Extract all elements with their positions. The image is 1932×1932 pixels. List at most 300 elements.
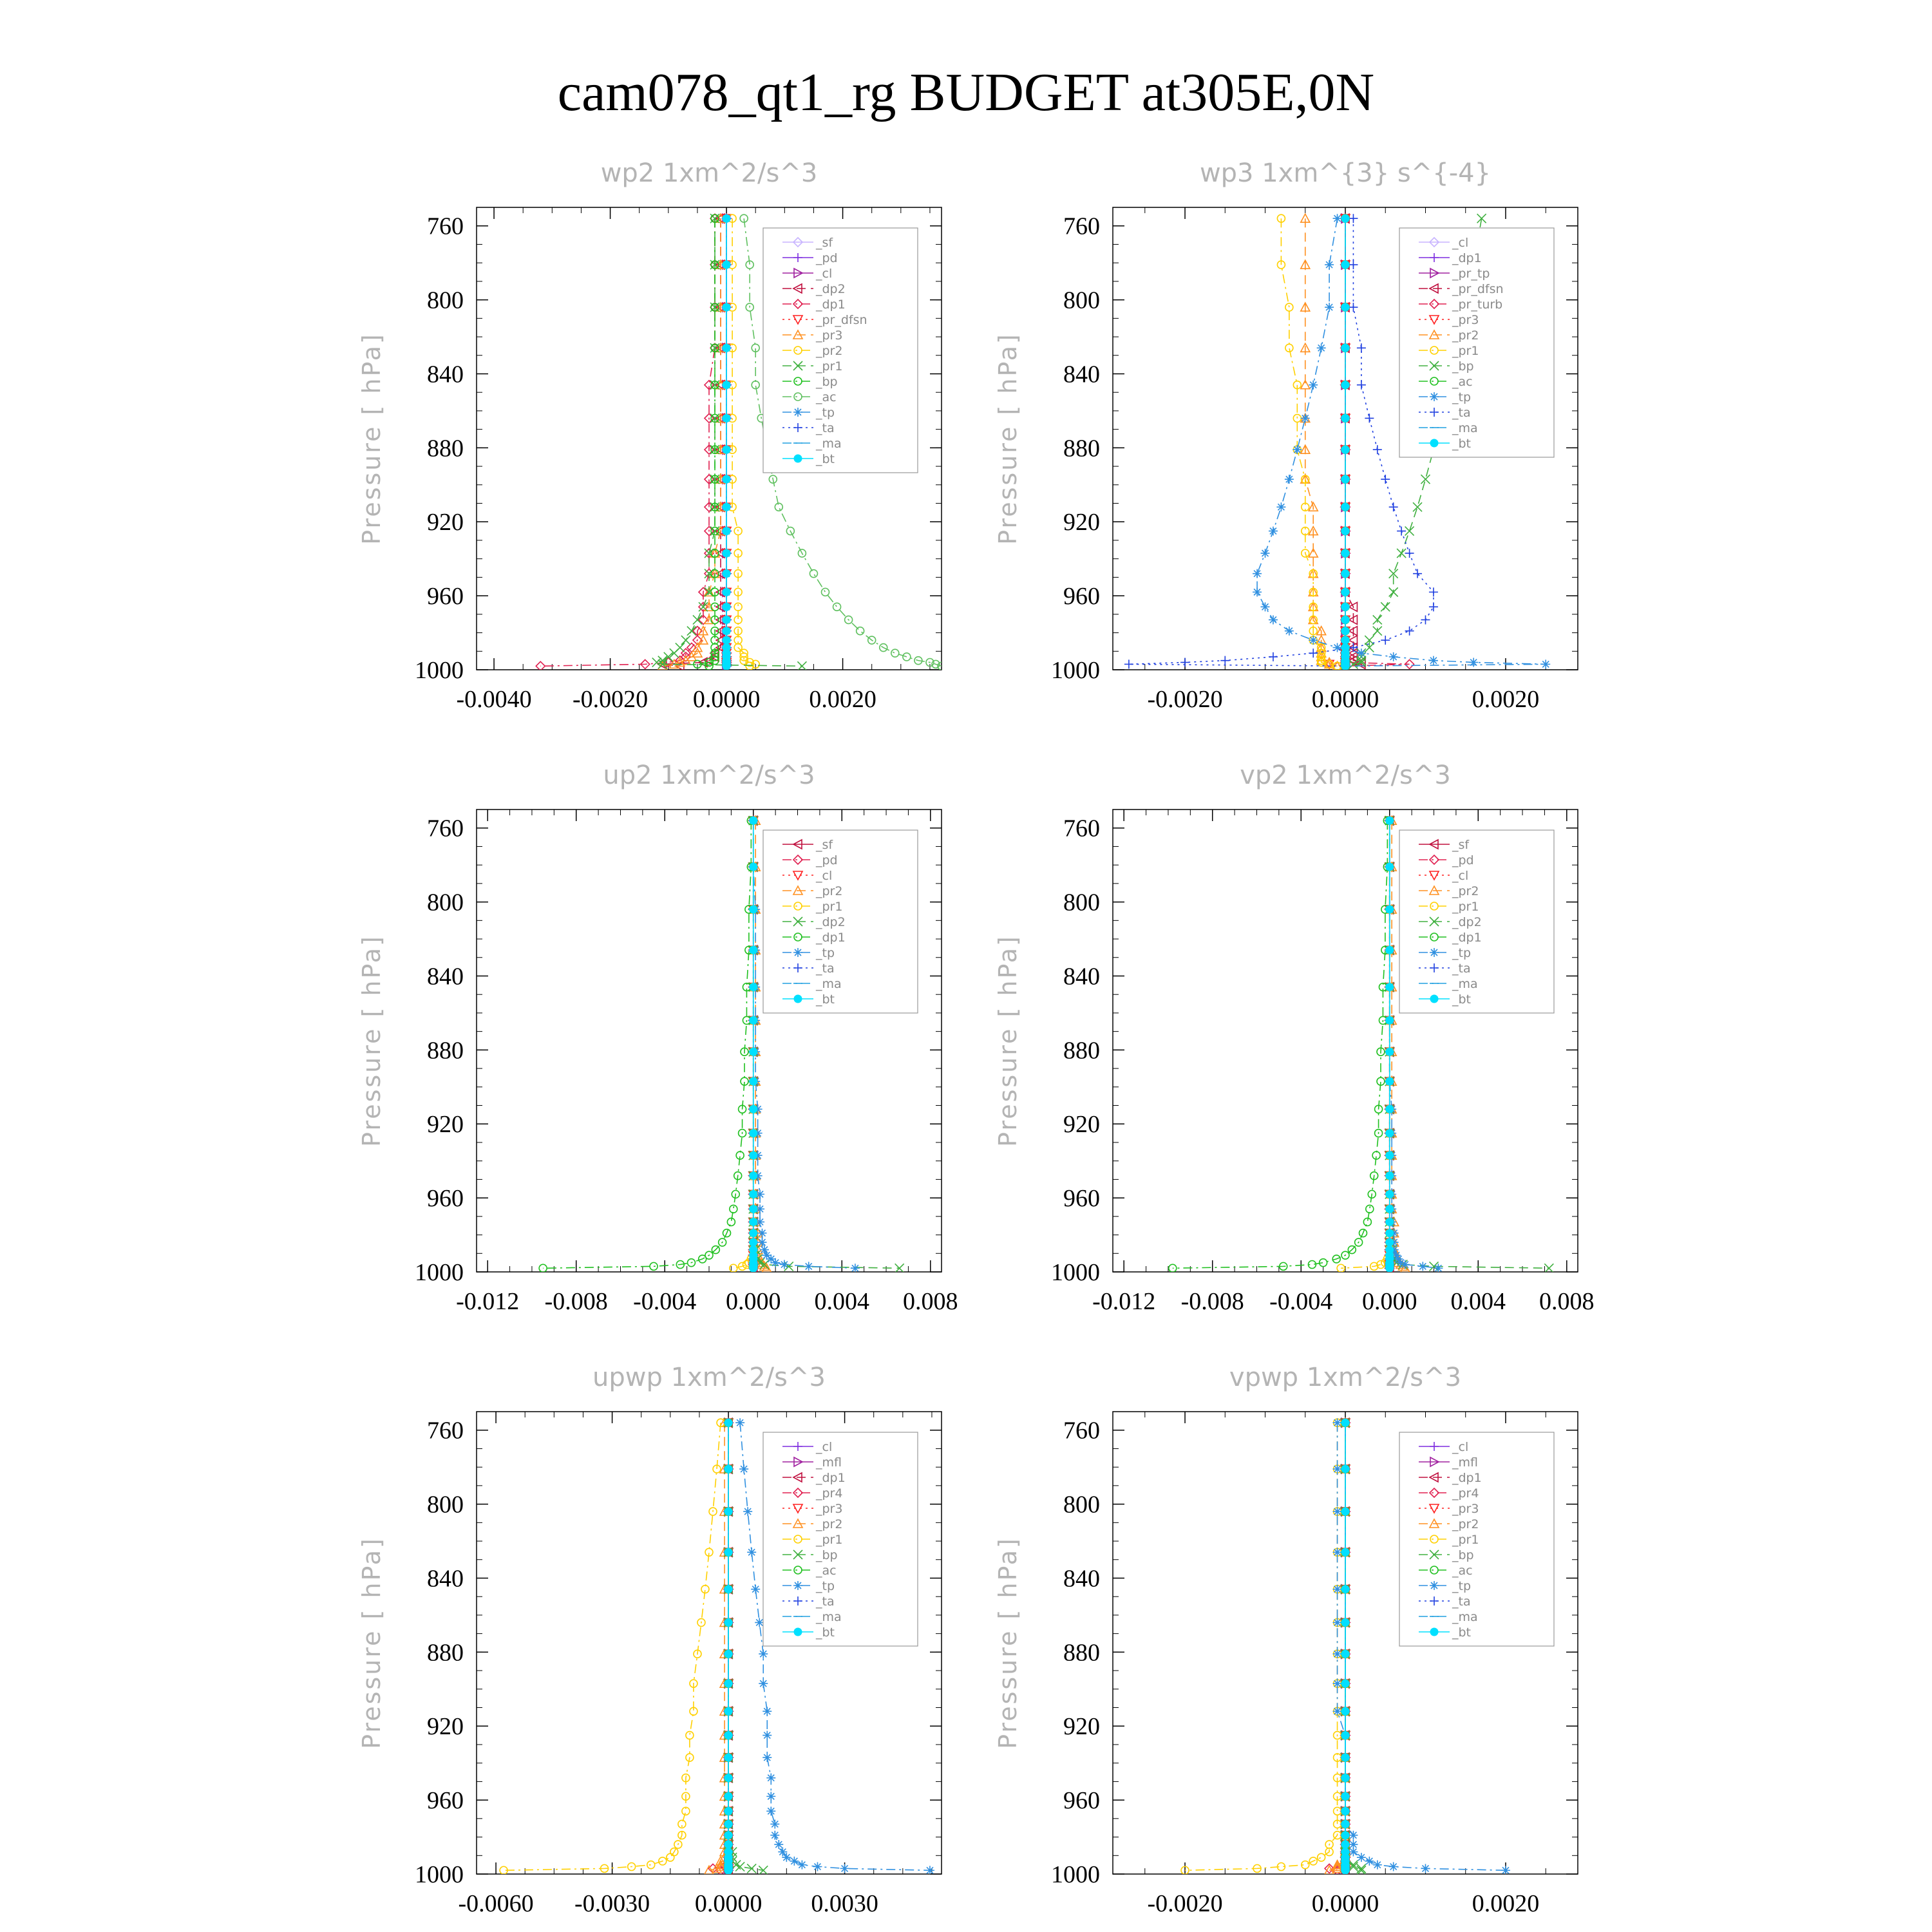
series-point-bt <box>1341 414 1349 422</box>
legend-marker <box>1430 948 1439 957</box>
series-point-bt <box>723 616 730 623</box>
y-tick-label: 800 <box>427 889 464 916</box>
legend-label: _pr1 <box>816 900 843 914</box>
series-line-pr2 <box>1305 218 1338 666</box>
x-tick-label: 0.0020 <box>1472 1890 1540 1917</box>
series-point-bt <box>1341 527 1349 535</box>
series-point-tp <box>1261 549 1270 558</box>
series-point-tp <box>1541 659 1550 668</box>
series-point-tp <box>1301 413 1310 422</box>
panel-2 <box>994 158 1578 713</box>
series-point-bt <box>1341 1754 1349 1761</box>
series-point-tp <box>1333 1649 1342 1658</box>
series-point-ta <box>1349 303 1358 312</box>
series-line-pr3 <box>663 218 721 666</box>
legend-label: _dp2 <box>816 915 846 929</box>
series-point-pr1 <box>670 649 679 658</box>
series-point-bp <box>711 603 719 611</box>
legend-label: _tp <box>816 1579 835 1593</box>
series-point-bt <box>1341 636 1349 644</box>
series-point-bt <box>723 527 730 535</box>
legend-label: _pr3 <box>1452 1502 1479 1516</box>
legend-label: _pd <box>816 853 838 867</box>
legend-label: _pr_dfsn <box>816 313 867 327</box>
series-point-bt <box>1341 1650 1349 1658</box>
series-point-tp <box>766 1774 775 1783</box>
series-point-ta <box>1381 636 1390 645</box>
series-point-tp <box>1373 1861 1382 1870</box>
series-point-tp <box>1333 1707 1342 1716</box>
series-line-bp <box>1345 1423 1361 1870</box>
legend-label: _ma <box>816 437 842 451</box>
series-point-bt <box>750 1264 757 1272</box>
x-tick-label: 0.000 <box>1362 1288 1417 1315</box>
legend-label: _pr_tp <box>1452 267 1490 281</box>
legend-label: _tp <box>1452 1579 1472 1593</box>
series-point-bt <box>724 1586 732 1593</box>
panel-3 <box>357 761 958 1315</box>
panel-4 <box>994 761 1595 1315</box>
series-point-bt <box>1386 817 1394 824</box>
series-line-pr1 <box>734 820 753 1268</box>
series-point-bt <box>1341 588 1349 596</box>
series-point-tp <box>1333 1464 1342 1473</box>
y-tick-label: 920 <box>1063 509 1100 536</box>
x-tick-label: -0.0020 <box>1147 686 1223 713</box>
series-point-tp <box>747 1548 756 1557</box>
series-point-bt <box>1341 1820 1349 1828</box>
legend-label: _sf <box>1452 838 1470 852</box>
series-point-bt <box>1341 662 1349 670</box>
series-line-bp <box>697 218 715 666</box>
series-point-ta <box>1405 549 1414 558</box>
series-point-bt <box>1341 1732 1349 1739</box>
series-point-tp <box>1349 1831 1358 1840</box>
legend-label: _bp <box>816 1548 838 1562</box>
series-point-ta <box>1421 615 1430 624</box>
series-point-tp <box>778 1848 787 1857</box>
x-tick-label: 0.004 <box>1450 1288 1506 1315</box>
series-point-bt <box>750 905 757 913</box>
y-tick-label: 960 <box>427 583 464 611</box>
legend-marker <box>794 455 802 462</box>
y-tick-label: 760 <box>1063 815 1100 842</box>
y-tick-label: 800 <box>427 287 464 314</box>
series-point-tp <box>1401 1260 1410 1269</box>
series-point-tp <box>1469 658 1478 667</box>
y-tick-label: 840 <box>427 963 464 990</box>
series-point-bt <box>1341 1792 1349 1800</box>
y-tick-label: 880 <box>427 435 464 462</box>
legend-label: _tp <box>1452 946 1472 960</box>
figure-title: cam078_qt1_rg BUDGET at305E,0N <box>557 62 1375 122</box>
legend-label: _dp2 <box>1452 915 1482 929</box>
series-point-ta <box>1220 656 1229 665</box>
series-point-bt <box>1386 946 1394 954</box>
series-line-pr1 <box>1341 820 1390 1268</box>
series-point-bt <box>723 414 730 422</box>
x-tick-label: 0.0000 <box>1311 1890 1379 1917</box>
legend-label: _ac <box>816 1564 837 1578</box>
legend-marker <box>793 408 802 417</box>
legend-label: _pr1 <box>816 1533 843 1547</box>
y-tick-label: 800 <box>1063 1491 1100 1519</box>
series-point-bt <box>723 261 730 269</box>
legend-label: _cl <box>816 1440 833 1454</box>
series-point-tp <box>813 1862 822 1871</box>
series-point-bp <box>1373 615 1382 624</box>
series-point-bt <box>1386 1016 1394 1024</box>
series-line-dp1 <box>543 820 751 1268</box>
legend-label: _dp1 <box>816 298 846 312</box>
series-point-tp <box>766 1255 775 1264</box>
y-tick-label: 840 <box>427 361 464 388</box>
series-point-bt <box>1341 261 1349 269</box>
series-point-bt <box>723 475 730 483</box>
x-tick-label: 0.0030 <box>811 1890 878 1917</box>
legend-label: _tp <box>816 946 835 960</box>
series-point-tp <box>739 1464 748 1473</box>
series-point-bt <box>1386 905 1394 913</box>
series-point-pr1 <box>681 636 690 645</box>
x-tick-label: -0.012 <box>456 1288 520 1315</box>
x-tick-label: -0.004 <box>1269 1288 1333 1315</box>
series-point-bt <box>723 588 730 596</box>
series-point-bt <box>1341 475 1349 483</box>
y-tick-label: 1000 <box>415 657 464 684</box>
series-point-ta <box>1365 413 1374 422</box>
series-point-bt <box>1341 1707 1349 1715</box>
panel-5 <box>357 1363 942 1917</box>
legend-label: _pr1 <box>816 359 843 374</box>
legend-label: _ac <box>1452 375 1473 389</box>
series-point-bt <box>1341 616 1349 623</box>
y-tick-label: 1000 <box>1051 1259 1100 1286</box>
series-point-tp <box>1293 445 1302 454</box>
legend-label: _dp1 <box>1452 1471 1482 1485</box>
series-point-bt <box>1341 344 1349 352</box>
series-point-bt <box>1386 1218 1394 1226</box>
series-point-bp <box>1421 475 1430 484</box>
series-line-pr1 <box>1185 1423 1338 1870</box>
series-point-tp <box>762 1753 772 1762</box>
series-point-bp <box>1381 602 1390 611</box>
series-point-bt <box>1341 603 1349 611</box>
series-point-dp2 <box>895 1264 904 1273</box>
legend-label: _pd <box>816 251 838 265</box>
y-tick-label: 880 <box>1063 1037 1100 1065</box>
legend-marker <box>1430 1628 1438 1636</box>
legend-label: _pr1 <box>1452 1533 1479 1547</box>
y-tick-label: 1000 <box>1051 1861 1100 1888</box>
series-point-tp <box>1365 1857 1374 1866</box>
legend-label: _ta <box>816 1595 835 1609</box>
legend-label: _ma <box>816 1610 842 1624</box>
legend-label: _pr2 <box>816 884 843 898</box>
legend-label: _pr1 <box>1452 344 1479 358</box>
series-point-bt <box>1341 1774 1349 1782</box>
series-point-bt <box>723 503 730 511</box>
series-point-bt <box>724 1465 732 1473</box>
legend-label: _bt <box>816 452 835 466</box>
series-point-tp <box>782 1853 791 1862</box>
series-point-bt <box>723 636 730 644</box>
legend-marker <box>1430 439 1438 447</box>
series-point-tp <box>759 1649 768 1658</box>
legend-label: _ma <box>1452 977 1478 991</box>
series-point-bt <box>724 1732 732 1739</box>
series-point-bt <box>1341 446 1349 453</box>
legend-label: _pr4 <box>1452 1486 1479 1501</box>
legend-label: _bt <box>1452 1625 1472 1640</box>
series-point-bt <box>1341 1841 1349 1848</box>
panel-title: wp2 1xm^2/s^3 <box>600 158 818 188</box>
y-axis-label: Pressure [ hPa] <box>357 332 386 545</box>
series-point-bt <box>750 1172 757 1180</box>
series-point-bt <box>1341 1465 1349 1473</box>
legend-label: _pr3 <box>816 1502 843 1516</box>
series-point-pr1 <box>647 1861 655 1869</box>
y-tick-label: 760 <box>1063 213 1100 240</box>
series-point-pr1 <box>664 652 673 661</box>
legend-marker <box>1430 995 1438 1003</box>
legend-label: _pr2 <box>816 344 843 358</box>
series-point-bt <box>723 344 730 352</box>
series-line-pr2 <box>709 1423 724 1870</box>
series-point-tp <box>1333 1585 1342 1594</box>
y-tick-label: 840 <box>1063 963 1100 990</box>
series-point-tp <box>1333 1548 1342 1557</box>
series-point-bt <box>724 1841 732 1848</box>
legend-label: _pr3 <box>816 328 843 343</box>
panel-1 <box>357 158 945 713</box>
series-point-bt <box>750 1238 757 1246</box>
series-point-tp <box>735 1418 744 1427</box>
series-point-tp <box>766 1792 775 1801</box>
series-point-bt <box>750 1218 757 1226</box>
legend-label: _bt <box>1452 992 1472 1007</box>
y-axis-label: Pressure [ hPa] <box>994 1537 1022 1749</box>
series-point-bt <box>750 1016 757 1024</box>
series-point-tp <box>1253 569 1262 578</box>
series-point-bt <box>724 1707 732 1715</box>
series-point-bt <box>1386 1264 1394 1272</box>
y-tick-label: 960 <box>1063 1185 1100 1213</box>
series-point-bt <box>1386 1130 1394 1137</box>
series-point-ta <box>1349 260 1358 269</box>
series-point-tp <box>1333 1418 1342 1427</box>
legend-label: _bt <box>816 992 835 1007</box>
series-point-ac <box>775 503 782 511</box>
series-point-tp <box>1317 343 1326 352</box>
panel-title: wp3 1xm^{3} s^{-4} <box>1199 158 1492 188</box>
series-point-bt <box>750 983 757 991</box>
series-line-pr1 <box>1281 218 1337 666</box>
series-line-dp2 <box>663 218 721 666</box>
series-point-bp <box>1357 1866 1366 1875</box>
series-point-bt <box>750 1190 757 1198</box>
legend-label: _pr1 <box>1452 900 1479 914</box>
y-tick-label: 960 <box>1063 583 1100 611</box>
x-tick-label: -0.0020 <box>572 686 649 713</box>
series-point-pr1 <box>1285 344 1293 352</box>
series-point-tp <box>1357 649 1366 658</box>
legend-label: _dp1 <box>1452 251 1482 265</box>
series-point-pr2 <box>734 603 742 611</box>
legend-label: _bt <box>816 1625 835 1640</box>
series-line-dp1 <box>540 218 715 666</box>
series-point-tp <box>851 1264 860 1273</box>
panel-title: vp2 1xm^2/s^3 <box>1240 761 1451 790</box>
y-tick-label: 840 <box>427 1565 464 1593</box>
series-point-bt <box>1341 627 1349 635</box>
series-point-tp <box>1261 602 1270 611</box>
panel-title: up2 1xm^2/s^3 <box>603 761 815 790</box>
series-point-pr1 <box>667 1853 674 1861</box>
series-point-bt <box>750 817 757 824</box>
series-point-tp <box>1357 1853 1366 1862</box>
legend-label: _cl <box>1452 1440 1469 1454</box>
legend-label: _bp <box>1452 359 1474 374</box>
series-point-tp <box>766 1806 775 1815</box>
series-point-bt <box>723 603 730 611</box>
series-point-bt <box>1341 1618 1349 1626</box>
x-tick-label: 0.008 <box>1539 1288 1595 1315</box>
series-point-bt <box>724 1807 732 1815</box>
series-line-pr1 <box>504 1423 721 1870</box>
series-point-tp <box>1389 652 1398 661</box>
series-point-tp <box>1269 527 1278 536</box>
series-point-bt <box>1341 1866 1349 1874</box>
series-point-ta <box>1413 569 1422 578</box>
series-point-bt <box>750 946 757 954</box>
series-point-pr1 <box>797 661 806 670</box>
series-point-tp <box>1325 303 1334 312</box>
series-point-bt <box>724 1754 732 1761</box>
series-point-tp <box>743 1507 752 1516</box>
series-point-ta <box>1124 659 1133 668</box>
series-point-tp <box>774 1840 783 1849</box>
series-point-tp <box>1389 1862 1398 1871</box>
series-line-pr4 <box>713 1423 728 1870</box>
series-point-bt <box>1386 863 1394 871</box>
series-line-pr3 <box>1329 218 1345 666</box>
series-point-dp2 <box>1544 1264 1553 1273</box>
legend-marker <box>1430 1581 1439 1590</box>
series-point-tp <box>1269 615 1278 624</box>
series-point-tp <box>1333 1507 1342 1516</box>
series-point-ac <box>822 588 829 596</box>
series-point-bt <box>724 1419 732 1426</box>
series-point-ta <box>1269 652 1278 661</box>
legend-label: _pr_turb <box>1452 298 1503 312</box>
series-point-ta <box>1389 502 1398 511</box>
legend-label: _ta <box>816 421 835 435</box>
series-point-pr1 <box>1285 303 1293 311</box>
y-axis-label: Pressure [ hPa] <box>994 332 1022 545</box>
legend-label: _pr4 <box>816 1486 843 1501</box>
series-point-tp <box>797 1861 806 1870</box>
series-point-bt <box>724 1832 732 1839</box>
legend-label: _ac <box>816 390 837 404</box>
legend-label: _bt <box>1452 437 1472 451</box>
series-point-tp <box>925 1866 934 1875</box>
legend-label: _tp <box>1452 390 1472 404</box>
series-point-ac <box>857 627 864 635</box>
legend-label: _tp <box>816 406 835 420</box>
series-point-tp <box>770 1819 779 1828</box>
series-point-ta <box>1373 445 1382 454</box>
y-tick-label: 920 <box>427 1111 464 1139</box>
series-point-bt <box>1341 1548 1349 1556</box>
x-tick-label: 0.008 <box>903 1288 958 1315</box>
legend-label: _mfl <box>816 1455 842 1470</box>
series-point-pr1 <box>652 658 661 667</box>
y-tick-label: 960 <box>1063 1787 1100 1815</box>
legend-label: _ac <box>1452 1564 1473 1578</box>
series-point-tp <box>1501 1866 1510 1875</box>
series-point-bt <box>724 1820 732 1828</box>
legend-marker <box>793 948 802 957</box>
series-point-tp <box>755 1618 764 1627</box>
legend-label: _ma <box>1452 1610 1478 1624</box>
x-tick-label: 0.0020 <box>809 686 876 713</box>
series-point-bt <box>724 1680 732 1687</box>
series-point-bt <box>723 549 730 557</box>
series-point-bp <box>1389 587 1398 596</box>
y-tick-label: 960 <box>427 1787 464 1815</box>
y-tick-label: 1000 <box>1051 657 1100 684</box>
series-point-bt <box>1341 303 1349 311</box>
series-point-tp <box>1309 636 1318 645</box>
y-tick-label: 760 <box>1063 1417 1100 1444</box>
series-point-ac <box>833 603 841 611</box>
x-tick-label: 0.004 <box>814 1288 870 1315</box>
panel-title: vpwp 1xm^2/s^3 <box>1229 1363 1462 1392</box>
y-axis-label: Pressure [ hPa] <box>994 934 1022 1147</box>
series-point-bt <box>723 446 730 453</box>
series-point-tp <box>1253 587 1262 596</box>
x-tick-label: 0.000 <box>726 1288 781 1315</box>
legend-label: _pr2 <box>816 1517 843 1531</box>
legend-label: _cl <box>816 267 833 281</box>
legend-label: _ta <box>816 961 835 976</box>
series-point-bt <box>724 1618 732 1626</box>
legend-label: _ta <box>1452 1595 1471 1609</box>
series-point-ta <box>1405 627 1414 636</box>
series-point-bt <box>724 1548 732 1556</box>
x-tick-label: -0.0030 <box>574 1890 650 1917</box>
series-point-bt <box>1341 503 1349 511</box>
series-point-bp <box>1477 214 1486 223</box>
legend-label: _cl <box>1452 236 1469 250</box>
series-point-bt <box>1341 1832 1349 1839</box>
y-tick-label: 840 <box>1063 361 1100 388</box>
x-tick-label: -0.0040 <box>456 686 532 713</box>
series-point-tp <box>804 1262 813 1271</box>
y-tick-label: 960 <box>427 1185 464 1213</box>
y-axis-label: Pressure [ hPa] <box>357 934 386 1147</box>
series-point-ta <box>1381 475 1390 484</box>
series-point-tp <box>1421 1864 1430 1873</box>
series-point-pr1 <box>693 615 702 624</box>
series-point-bp <box>1397 549 1406 558</box>
y-tick-label: 1000 <box>415 1861 464 1888</box>
series-point-ta <box>1429 602 1438 611</box>
series-line-pr_dfsn <box>1345 218 1361 666</box>
series-point-tp <box>1285 475 1294 484</box>
series-point-pr1 <box>687 627 696 636</box>
